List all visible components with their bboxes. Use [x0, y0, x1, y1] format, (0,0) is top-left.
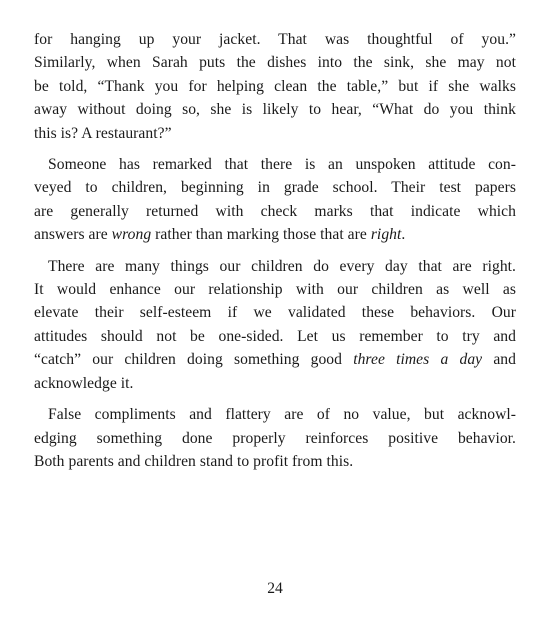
text-line: acknowledge it.: [34, 374, 134, 392]
text-line: be told, “Thank you for helping clean the table,” but if she walks: [34, 77, 516, 95]
paragraph-1: [34, 28, 516, 145]
emphasis-wrong: wrong: [111, 226, 152, 244]
page-number: 24: [267, 580, 283, 597]
paragraph-3: [34, 255, 516, 395]
emphasis-right: right: [370, 226, 402, 244]
text-run: rather than marking those that are: [151, 226, 371, 244]
text-line: veyed to children, beginning in grade school. Their test papers: [34, 179, 516, 197]
text-line: Similarly, when Sarah puts the dishes into the sink, she may not: [34, 54, 516, 72]
emphasis-three-times-a-day: three times a day: [353, 351, 483, 369]
text-line: this is? A restaurant?”: [34, 124, 172, 142]
text-run: and: [482, 351, 516, 369]
text-line: There are many things our children do every day that are right.: [48, 257, 516, 275]
text-line: Both parents and children stand to profit from this.: [34, 452, 354, 470]
text-line: [34, 348, 516, 371]
text-line: for hanging up your jacket. That was thoughtful of you.”: [34, 31, 516, 48]
text-line: False compliments and flattery are of no value, but acknowl-: [48, 406, 516, 424]
text-line: It would enhance our relationship with our children as well as: [34, 281, 516, 299]
text-line: are generally returned with check marks that indicate which: [34, 202, 516, 220]
page-body: [34, 28, 516, 481]
text-line: elevate their self-esteem if we validated these behaviors. Our: [34, 304, 516, 322]
text-line: edging something done properly reinforces positive behavior.: [34, 429, 516, 447]
text-run: .: [401, 226, 406, 244]
paragraph-4: [34, 403, 516, 473]
text-line: away without doing so, she is likely to hear, “What do you think: [34, 101, 516, 119]
text-line: [34, 223, 516, 246]
text-line: attitudes should not be one-sided. Let us remember to try and: [34, 327, 516, 345]
text-run: answers are: [34, 226, 112, 244]
text-run: “catch” our children doing something good: [34, 351, 354, 369]
text-line: Someone has remarked that there is an unspoken attitude con-: [48, 156, 516, 174]
paragraph-2: [34, 153, 516, 247]
